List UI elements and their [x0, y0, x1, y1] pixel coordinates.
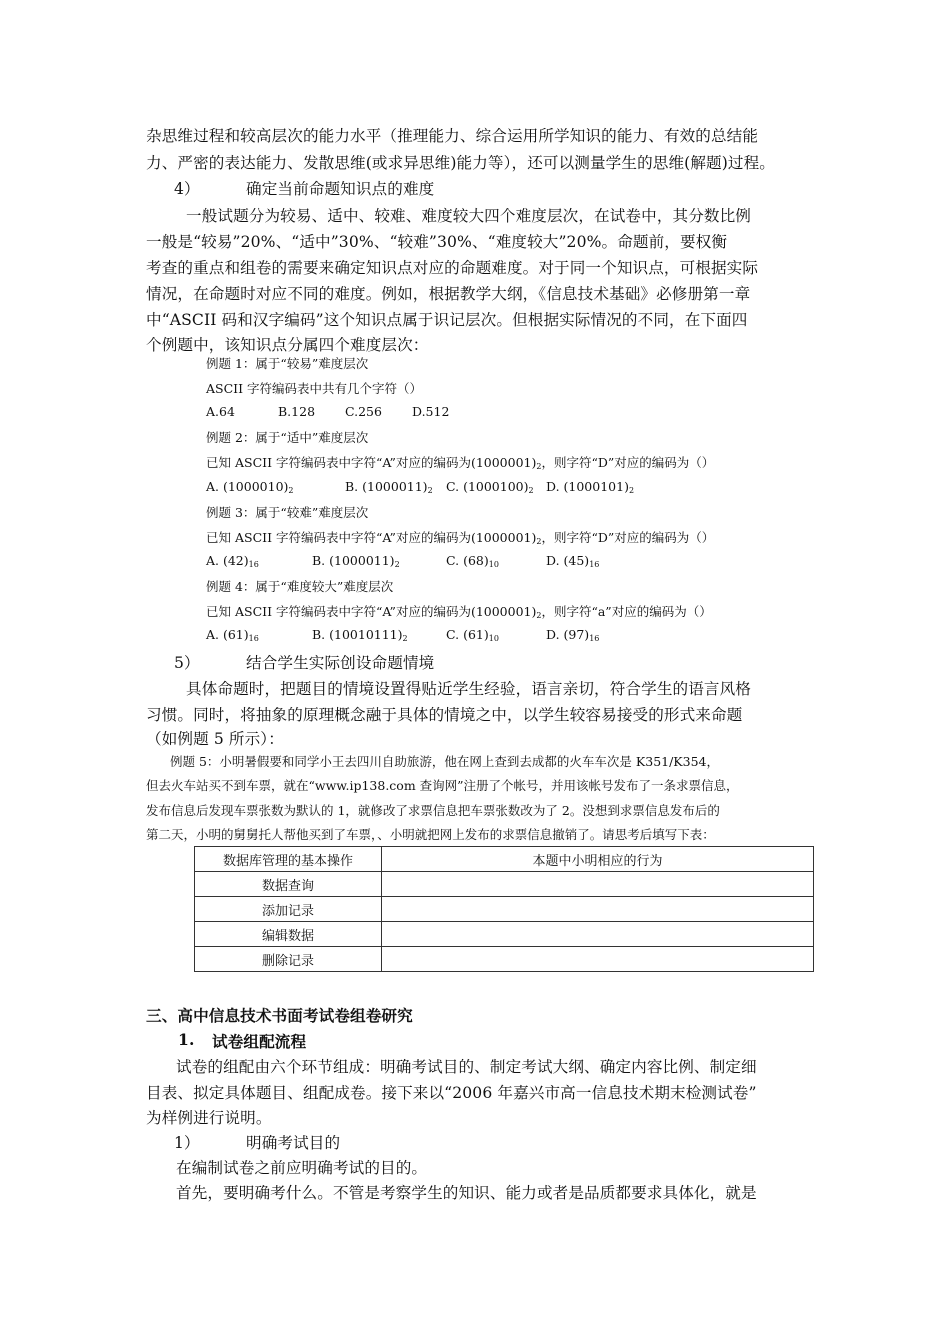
subsection-1-title: 试卷组配流程 — [212, 1032, 307, 1051]
ex2-title: 例题 2：属于“适中”难度层次 — [206, 430, 369, 445]
table-cell-operation: 编辑数据 — [195, 922, 382, 947]
para4-line-1: 试卷的组配由六个环节组成：明确考试目的、制定考试大纲、确定内容比例、制定细 — [176, 1058, 757, 1076]
para2-line-5: 中“ASCII 码和汉字编码”这个知识点属于识记层次。但根据实际情况的不同，在下面四 — [146, 311, 748, 329]
ex1-question: ASCII 字符编码表中共有几个字符（） — [206, 381, 423, 396]
ex2-option-d: D. $(1000101)_2$ — [546, 479, 635, 495]
ex1-option-b: B.128 — [278, 404, 316, 419]
ex4-option-d: D. $(97)_{16}$ — [546, 627, 600, 643]
ex2-question: 已知 ASCII 字符编码表中字符“A”对应的编码为$(1000001)_2$，则字符“D”对应的编码为（） — [206, 455, 715, 471]
para1-line-2: 力、严密的表达能力、发散思维(或求异思维)能力等），还可以测量学生的思维(解题)过程。 — [146, 154, 775, 172]
subsection-1-number: 1. — [178, 1030, 195, 1049]
para3-line-3: （如例题 5 所示）： — [146, 730, 284, 748]
para2-line-4: 情况，在命题时对应不同的难度。例如，根据教学大纲，《信息技术基础》必修册第一章 — [146, 285, 751, 303]
table-row — [195, 872, 814, 897]
table-cell-operation: 添加记录 — [195, 897, 382, 922]
ex3-option-c: C. $(68)_{10}$ — [446, 553, 499, 569]
para3-line-1: 具体命题时，把题目的情境设置得贴近学生经验，语言亲切，符合学生的语言风格 — [186, 680, 751, 698]
ex1-title: 例题 1：属于“较易”难度层次 — [206, 356, 369, 371]
ex3-option-b: B. $(1000011)_2$ — [312, 553, 400, 569]
ex5-line-4: 第二天，小明的舅舅托人帮他买到了车票，、小明就把网上发布的求票信息撤销了。请思考后填写下表： — [146, 827, 715, 842]
table-cell-operation: 删除记录 — [195, 947, 382, 972]
table-row — [195, 947, 814, 972]
ex4-question: 已知 ASCII 字符编码表中字符“A”对应的编码为$(1000001)_2$，则字符“a”对应的编码为（） — [206, 604, 712, 620]
table-cell-behavior[interactable] — [382, 872, 814, 897]
table-cell-operation: 数据查询 — [195, 872, 382, 897]
para5: 在编制试卷之前应明确考试的目的。 — [176, 1159, 428, 1177]
para4-line-3: 为样例进行说明。 — [146, 1109, 272, 1127]
para2-line-3: 考查的重点和组卷的需要来确定知识点对应的命题难度。对于同一个知识点，可根据实际 — [146, 259, 759, 277]
table-row — [195, 897, 814, 922]
table-row — [195, 922, 814, 947]
ex5-line-3: 发布信息后发现车票张数为默认的 1，就修改了求票信息把车票张数改为了 2。没想到求票信息发布后的 — [146, 803, 720, 818]
para1-line-1: 杂思维过程和较高层次的能力水平（推理能力、综合运用所学知识的能力、有效的总结能 — [146, 127, 759, 145]
ex3-option-a: A. $(42)_{16}$ — [206, 553, 259, 569]
ex3-title: 例题 3：属于“较难”难度层次 — [206, 505, 369, 520]
ex4-option-a: A. $(61)_{16}$ — [206, 627, 259, 643]
para3-line-2: 习惯。同时，将抽象的原理概念融于具体的情境之中，以学生较容易接受的形式来命题 — [146, 706, 743, 724]
ex5-line-1: 例题 5：小明暑假要和同学小王去四川自助旅游，他在网上查到去成都的火车车次是 K351/K354， — [170, 754, 720, 769]
table-cell-behavior[interactable] — [382, 922, 814, 947]
item1-title: 明确考试目的 — [246, 1134, 341, 1152]
para2-line-6: 个例题中，该知识点分属四个难度层次： — [146, 336, 429, 354]
item4-number: 4） — [174, 180, 200, 198]
ex1-option-c: C.256 — [345, 404, 382, 419]
table-header-operation: 数据库管理的基本操作 — [195, 847, 382, 872]
ex4-title: 例题 4：属于“难度较大”难度层次 — [206, 579, 394, 594]
item4-title: 确定当前命题知识点的难度 — [246, 180, 435, 198]
item1-number: 1） — [174, 1134, 200, 1152]
ex3-question: 已知 ASCII 字符编码表中字符“A”对应的编码为$(1000001)_2$，则字符“D”对应的编码为（） — [206, 530, 715, 546]
item5-title: 结合学生实际创设命题情境 — [246, 654, 435, 672]
ex2-option-a: A. $(1000010)_2$ — [206, 479, 294, 495]
table-cell-behavior[interactable] — [382, 897, 814, 922]
ex3-option-d: D. $(45)_{16}$ — [546, 553, 600, 569]
table-header-behavior: 本题中小明相应的行为 — [382, 847, 814, 872]
database-operations-table — [194, 846, 814, 972]
ex4-option-b: B. $(10010111)_2$ — [312, 627, 408, 643]
item5-number: 5） — [174, 654, 200, 672]
ex1-option-d: D.512 — [412, 404, 450, 419]
table-header-row — [195, 847, 814, 872]
ex1-option-a: A.64 — [206, 404, 235, 419]
ex4-option-c: C. $(61)_{10}$ — [446, 627, 499, 643]
para2-line-1: 一般试题分为较易、适中、较难、难度较大四个难度层次，在试卷中，其分数比例 — [186, 207, 751, 225]
ex2-option-c: C. $(1000100)_2$ — [446, 479, 534, 495]
ex2-option-b: B. $(1000011)_2$ — [345, 479, 433, 495]
ex5-line-2: 但去火车站买不到车票，就在“www.ip138.com 查询网”注册了个帐号，并用该帐号发布了一条求票信息， — [146, 778, 739, 793]
table-cell-behavior[interactable] — [382, 947, 814, 972]
para4-line-2: 目表、拟定具体题目、组配成卷。接下来以“2006 年嘉兴市高一信息技术期末检测试卷” — [146, 1084, 757, 1102]
para6: 首先，要明确考什么。不管是考察学生的知识、能力或者是品质都要求具体化，就是 — [176, 1184, 757, 1202]
para2-line-2: 一般是“较易”20%、“适中”30%、“较难”30%、“难度较大”20%。命题前，要权衡 — [146, 233, 728, 251]
section-3-heading: 三、高中信息技术书面考试卷组卷研究 — [146, 1006, 413, 1025]
